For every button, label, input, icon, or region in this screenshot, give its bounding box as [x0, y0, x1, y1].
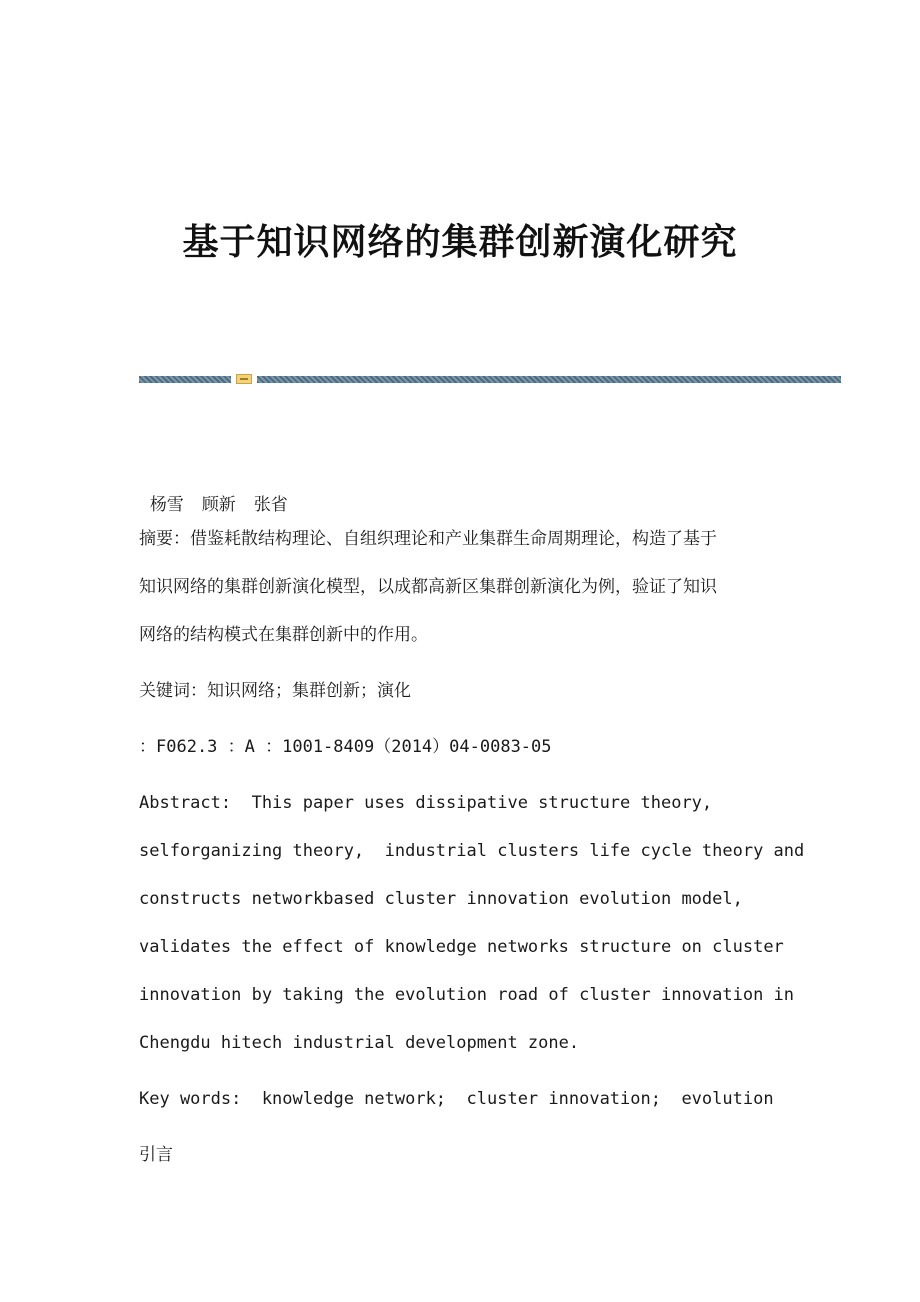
abstract-cn-line: 网络的结构模式在集群创新中的作用。	[139, 625, 428, 645]
abstract-cn-line: 摘要：借鉴耗散结构理论、自组织理论和产业集群生命周期理论，构造了基于	[139, 529, 717, 549]
keywords-cn: 关键词：知识网络；集群创新；演化	[139, 681, 411, 701]
divider-bar-left	[139, 376, 231, 383]
section-heading: 引言	[139, 1145, 173, 1165]
abstract-en-line: Abstract: This paper uses dissipative structure theory,	[139, 793, 713, 813]
divider-bar-right	[257, 376, 841, 383]
abstract-en-line: Chengdu hitech industrial development zone.	[139, 1033, 580, 1053]
classification-info: ：F062.3 ：A ：1001-8409（2014）04-0083-05	[139, 737, 552, 757]
abstract-en-line: constructs networkbased cluster innovation evolution model,	[139, 889, 743, 909]
author-name: 张省	[253, 495, 288, 515]
document-title: 基于知识网络的集群创新演化研究	[182, 221, 738, 263]
decorative-divider	[139, 374, 841, 384]
abstract-cn-line: 知识网络的集群创新演化模型，以成都高新区集群创新演化为例，验证了知识	[139, 577, 717, 597]
keywords-en: Key words: knowledge network; cluster innovation; evolution	[139, 1089, 774, 1109]
abstract-en-line: selforganizing theory, industrial clusters life cycle theory and	[139, 841, 805, 861]
abstract-en-line: validates the effect of knowledge networks structure on cluster	[139, 937, 784, 957]
author-name: 顾新	[201, 495, 236, 515]
author-name: 杨雪	[149, 495, 184, 515]
divider-ornament-icon	[236, 374, 252, 384]
author-list	[139, 472, 306, 516]
abstract-en-line: innovation by taking the evolution road of cluster innovation in	[139, 985, 795, 1005]
